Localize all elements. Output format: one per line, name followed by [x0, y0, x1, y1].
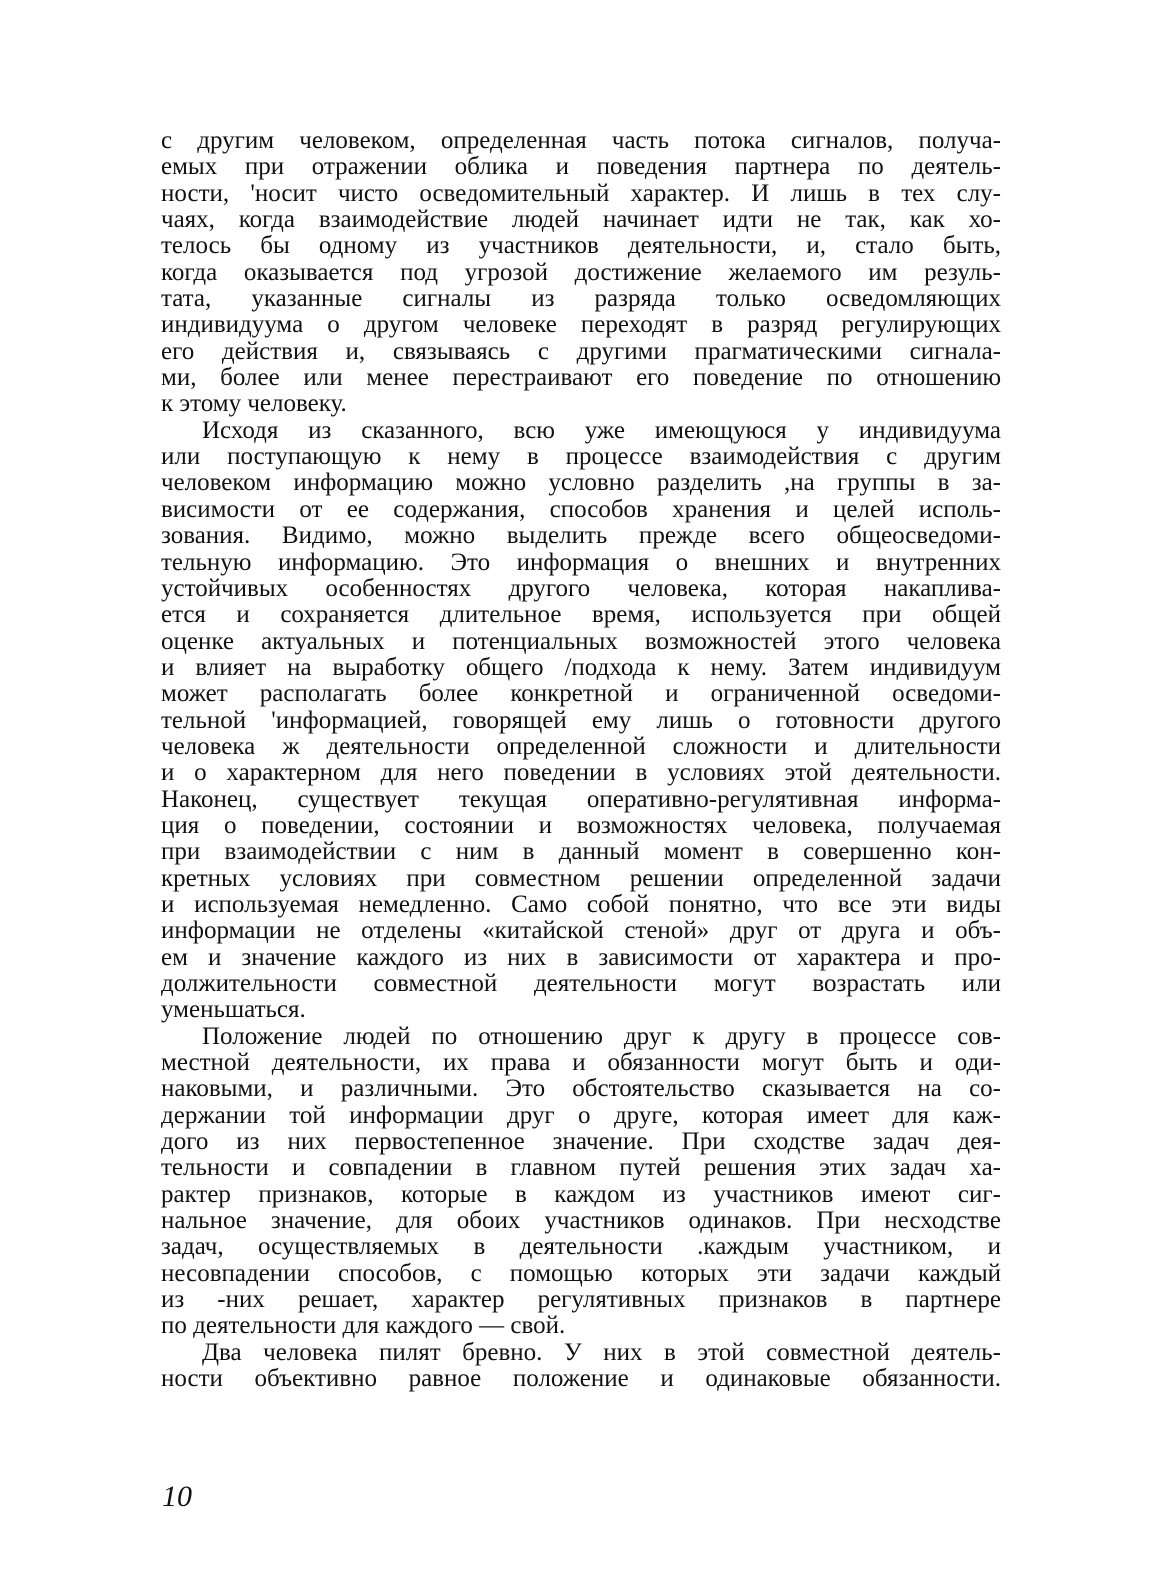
text-line: и о характерном для него поведении в условиях этой деятельности. [161, 759, 1001, 787]
text-line: тельности и совпадении в главном путей решения этих задач ха- [161, 1154, 1001, 1182]
text-line: несовпадении способов, с помощью которых эти задачи каждый [161, 1259, 1001, 1287]
text-line: Два человека пилят бревно. У них в этой совместной деятель- [202, 1338, 1001, 1366]
body-text [161, 128, 1001, 1393]
text-line: человека ж деятельности определенной сложности и длительности [161, 732, 1001, 760]
text-line: зования. Видимо, можно выделить прежде всего общеосведоми- [161, 522, 1001, 550]
text-line: наковыми, и различными. Это обстоятельство сказывается на со- [161, 1075, 1001, 1103]
text-line: информации не отделены «китайской стеной» друг от друга и объ- [161, 917, 1001, 945]
text-line: чаях, когда взаимодействие людей начинает идти не так, как хо- [161, 206, 1001, 234]
page-number: 10 [162, 1480, 192, 1513]
text-line: ется и сохраняется длительное время, используется при общей [161, 601, 1001, 629]
text-line: оценке актуальных и потенциальных возможностей этого человека [161, 627, 1001, 655]
text-line: устойчивых особенностях другого человека, которая накаплива- [161, 574, 1001, 602]
text-line: емых при отражении облика и поведения партнера по деятель- [161, 153, 1001, 181]
text-line: Положение людей по отношению друг к другу в процессе сов- [202, 1022, 1001, 1050]
text-line: дого из них первостепенное значение. При сходстве задач дея- [161, 1128, 1001, 1156]
text-line: по деятельности для каждого — свой. [161, 1312, 566, 1340]
text-line: уменьшаться. [161, 996, 306, 1024]
text-line: тата, указанные сигналы из разряда только осведомляющих [161, 285, 1001, 313]
text-line: индивидуума о другом человеке переходят в разряд регулирующих [161, 311, 1001, 339]
text-line: задач, осуществляемых в деятельности .каждым участником, и [161, 1233, 1001, 1261]
text-line: из -них решает, характер регулятивных признаков в партнере [161, 1286, 1001, 1314]
text-line: держании той информации друг о друге, которая имеет для каж- [161, 1101, 1001, 1129]
text-line: когда оказывается под угрозой достижение желаемого им резуль- [161, 258, 1001, 286]
text-line: может располагать более конкретной и ограниченной осведоми- [161, 680, 1001, 708]
text-line: и влияет на выработку общего /подхода к нему. Затем индивидуум [161, 653, 1001, 681]
text-line: с другим человеком, определенная часть потока сигналов, получа- [161, 127, 1001, 154]
text-line: или поступающую к нему в процессе взаимодействия с другим [161, 443, 1001, 471]
text-line: его действия и, связываясь с другими прагматическими сигнала- [161, 337, 1001, 365]
text-line: Исходя из сказанного, всю уже имеющуюся у индивидуума [202, 416, 1001, 444]
text-line: к этому человеку. [161, 390, 347, 418]
text-line: нальное значение, для обоих участников одинаков. При несходстве [161, 1207, 1001, 1235]
text-line: должительности совместной деятельности могут возрастать или [161, 970, 1001, 997]
text-line: человеком информацию можно условно разделить ,на группы в за- [161, 469, 1001, 497]
text-line: ности, 'носит чисто осведомительный характер. И лишь в тех слу- [161, 179, 1001, 207]
text-line: рактер признаков, которые в каждом из участников имеют сиг- [161, 1180, 1001, 1208]
text-line: ности объективно равное положение и одинаковые обязанности. [161, 1365, 1001, 1393]
text-line: ем и значение каждого из них в зависимости от характера и про- [161, 943, 1001, 971]
text-line: кретных условиях при совместном решении определенной задачи [161, 864, 1001, 892]
text-line: при взаимодействии с ним в данный момент в совершенно кон- [161, 838, 1001, 866]
text-line: местной деятельности, их права и обязанности могут быть и оди- [161, 1049, 1001, 1077]
text-line: телось бы одному из участников деятельности, и, стало быть, [161, 232, 1001, 260]
text-line: висимости от ее содержания, способов хранения и целей исполь- [161, 495, 1001, 523]
text-line: ция о поведении, состоянии и возможностях человека, получаемая [161, 811, 1001, 839]
text-line: Наконец, существует текущая оперативно-регулятивная информа- [161, 785, 1001, 813]
text-line: тельную информацию. Это информация о внешних и внутренних [161, 548, 1001, 576]
text-line: тельной 'информацией, говорящей ему лишь о готовности другого [161, 706, 1001, 734]
text-line: и используемая немедленно. Само собой понятно, что все эти виды [161, 890, 1001, 918]
text-line: ми, более или менее перестраивают его поведение по отношению [161, 364, 1001, 392]
